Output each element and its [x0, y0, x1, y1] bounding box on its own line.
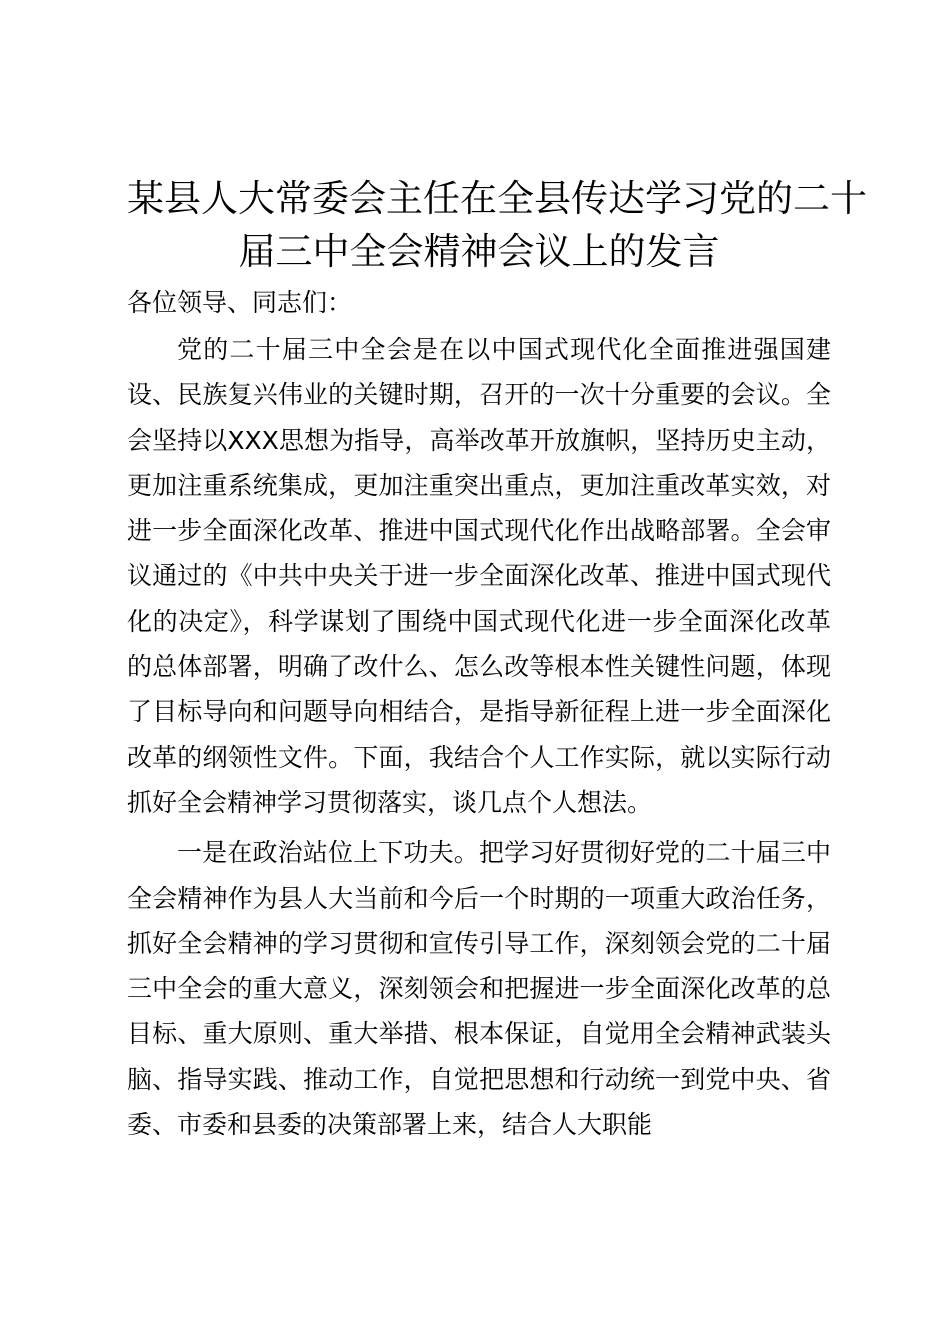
salutation: 各位领导、同志们： [127, 288, 353, 317]
title-line-1: 某县人大常委会主任在全县传达学习党的二十 [127, 177, 867, 220]
title-line-2: 届三中全会精神会议上的发言 [238, 230, 720, 273]
paragraph-point-one: 一是在政治站位上下功夫。把学习好贯彻好党的二十届三中全会精神作为县人大当前和今后一个时期的一项重大政治任务，抓好全会精神的学习贯彻和宣传引导工作，深刻领会党的二十届三中全会的重大意义，深刻领会和把握进一步全面深化改革的总目标、重大原则、重大举措、根本保证，自觉用全会精神武装头脑、指导实践、推动工作，自觉把思想和行动统一到党中央、省委、市委和县委的决策部署上来，结合人大职能 [127, 838, 831, 1140]
document-title [127, 172, 867, 278]
document-body [127, 172, 867, 1147]
paragraph-intro: 党的二十届三中全会是在以中国式现代化全面推进强国建设、民族复兴伟业的关键时期，召开的一次十分重要的会议。全会坚持以XXX思想为指导，高举改革开放旗帜，坚持历史主动，更加注重系统集成，更加注重突出重点，更加注重改革实效，对进一步全面深化改革、推进中国式现代化作出战略部署。全会审议通过的《中共中央关于进一步全面深化改革、推进中国式现代化的决定》，科学谋划了围绕中国式现代化进一步全面深化改革的总体部署，明确了改什么、怎么改等根本性关键性问题，体现了目标导向和问题导向相结合，是指导新征程上进一步全面深化改革的纲领性文件。下面，我结合个人工作实际，就以实际行动抓好全会精神学习贯彻落实，谈几点个人想法。 [127, 335, 831, 817]
